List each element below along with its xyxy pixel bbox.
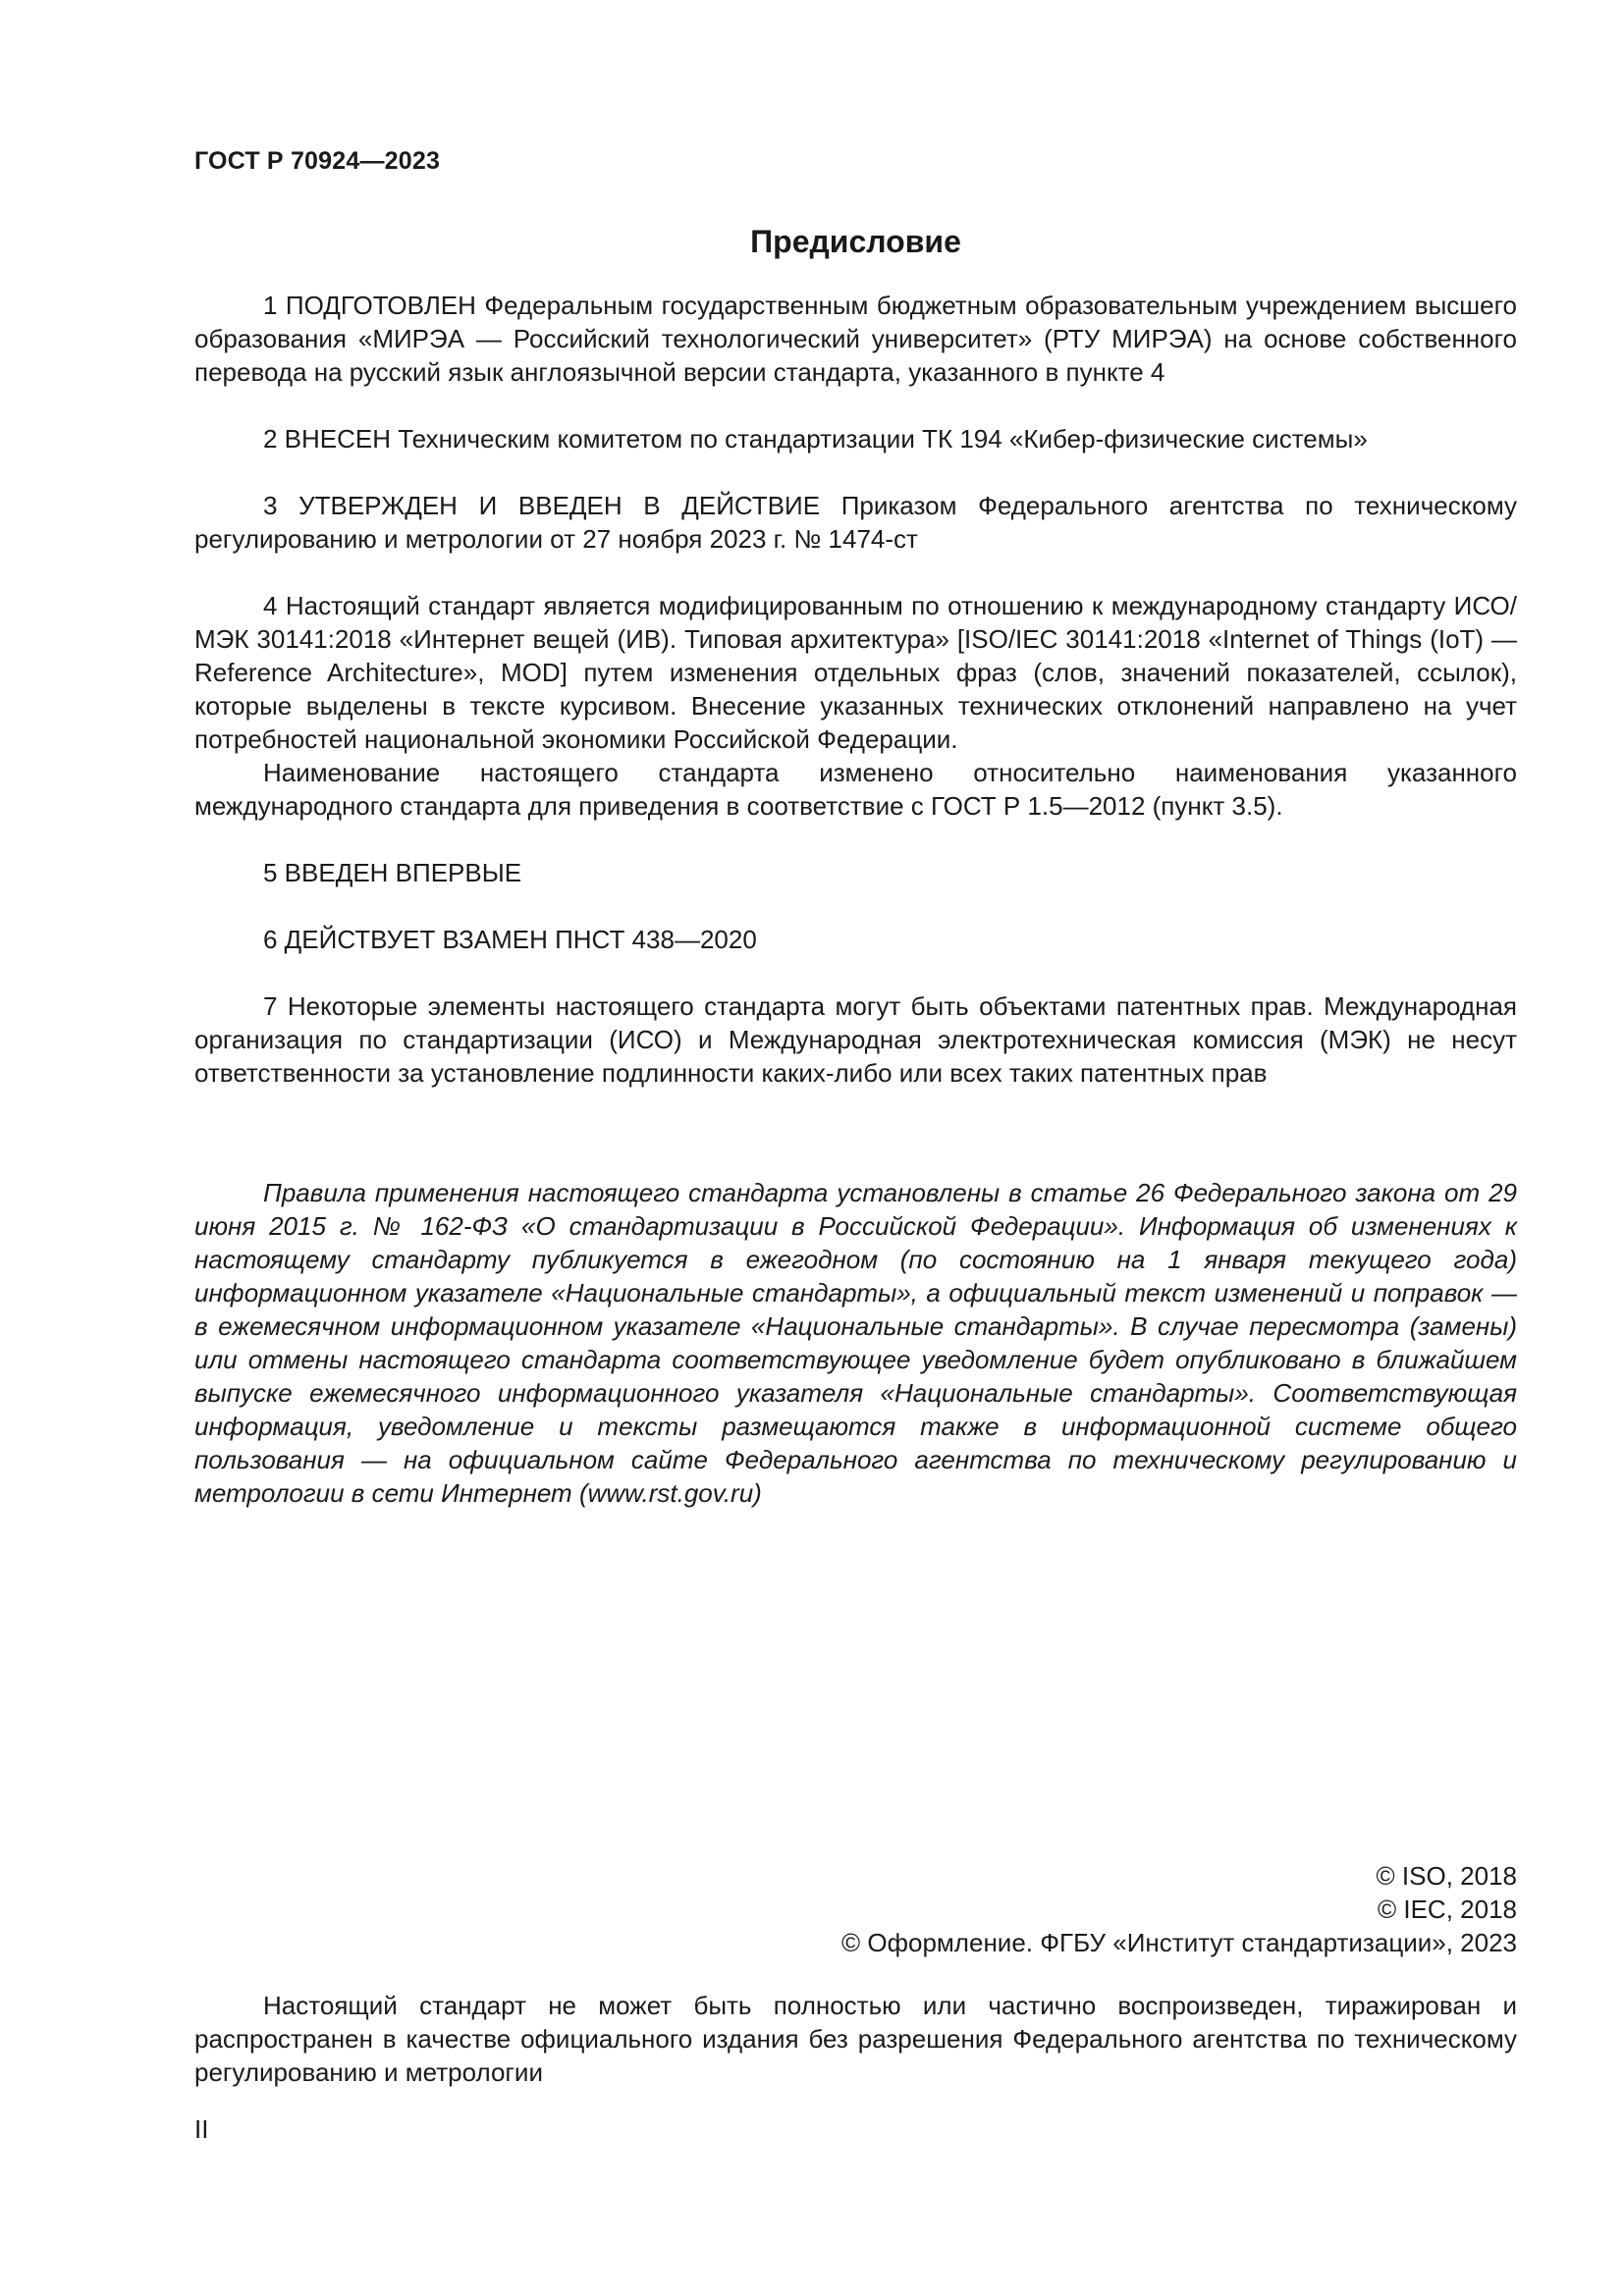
paragraph-4-modified: 4 Настоящий стандарт является модифицированным по отношению к международному стандарту ИСО/МЭК 30141:2018 «Интернет вещей (ИВ). Типовая архитектура» [ISO/IEC 30141:2018 «Internet of Things (IoT) — Reference Architecture», MOD] путем изменения отдельных фраз (слов, значений показателей, ссылок), которые выделены в тексте курсивом. Внесение указанных технических отклонений направлено на учет потребностей национальной экономики Российской Федерации.: [194, 591, 1517, 754]
paragraph-6-replaces: 6 ДЕЙСТВУЕТ ВЗАМЕН ПНСТ 438—2020: [263, 925, 757, 954]
foreword-body: [194, 289, 1517, 1090]
application-rules-notice: Правила применения настоящего стандарта установлены в статье 26 Федерального закона от 29 июня 2015 г. № 162-ФЗ «О стандартизации в Российской Федерации». Информация об изменениях к настоящему стандарту публикуется в ежегодном (по состоянию на 1 января текущего года) информационном указателе «Национальные стандарты», а официальный текст изменений и поправок — в ежемесячном информационном указателе «Национальные стандарты». В случае пересмотра (замены) или отмены настоящего стандарта соответствующее уведомление будет опубликовано в ближайшем выпуске ежемесячного информационного указателя «Национальные стандарты». Соответствующая информация, уведомление и тексты размещаются также в информационной системе общего пользования — на официальном сайте Федерального агентства по техническому регулированию и метрологии в сети Интернет (www.rst.gov.ru): [194, 1178, 1517, 1508]
paragraph-1-prepared: 1 ПОДГОТОВЛЕН Федеральным государственным бюджетным образовательным учреждением высшего образования «МИРЭА — Российский технологический университет» (РТУ МИРЭА) на основе собственного перевода на русский язык англоязычной версии стандарта, указанного в пункте 4: [194, 291, 1517, 387]
reproduction-notice: Настоящий стандарт не может быть полностью или частично воспроизведен, тиражирован и распространен в качестве официального издания без разрешения Федерального агентства по техническому регулированию и метрологии: [194, 1991, 1517, 2087]
copyright-block: [841, 1859, 1517, 1959]
document-number: ГОСТ Р 70924—2023: [194, 147, 441, 175]
page-number: II: [194, 2114, 209, 2144]
paragraph-2-submitted: 2 ВНЕСЕН Техническим комитетом по стандартизации ТК 194 «Кибер-физические системы»: [263, 424, 1368, 454]
copyright-iec: © IEC, 2018: [1377, 1895, 1517, 1924]
copyright-iso: © ISO, 2018: [1376, 1861, 1517, 1891]
page-title: Предисловие: [750, 224, 961, 259]
paragraph-5-first-introduced: 5 ВВЕДЕН ВПЕРВЫЕ: [263, 858, 522, 887]
paragraph-4-title-note: Наименование настоящего стандарта изменено относительно наименования указанного международного стандарта для приведения в соответствие с ГОСТ Р 1.5—2012 (пункт 3.5).: [194, 758, 1517, 821]
paragraph-3-approved: 3 УТВЕРЖДЕН И ВВЕДЕН В ДЕЙСТВИЕ Приказом Федерального агентства по техническому регулированию и метрологии от 27 ноября 2023 г. № 1474-ст: [194, 491, 1517, 554]
copyright-design: © Оформление. ФГБУ «Институт стандартизации», 2023: [841, 1928, 1517, 1957]
paragraph-7-patents: 7 Некоторые элементы настоящего стандарта могут быть объектами патентных прав. Международная организация по стандартизации (ИСО) и Международная электротехническая комиссия (МЭК) не несут ответственности за установление подлинности каких-либо или всех таких патентных прав: [194, 991, 1517, 1088]
